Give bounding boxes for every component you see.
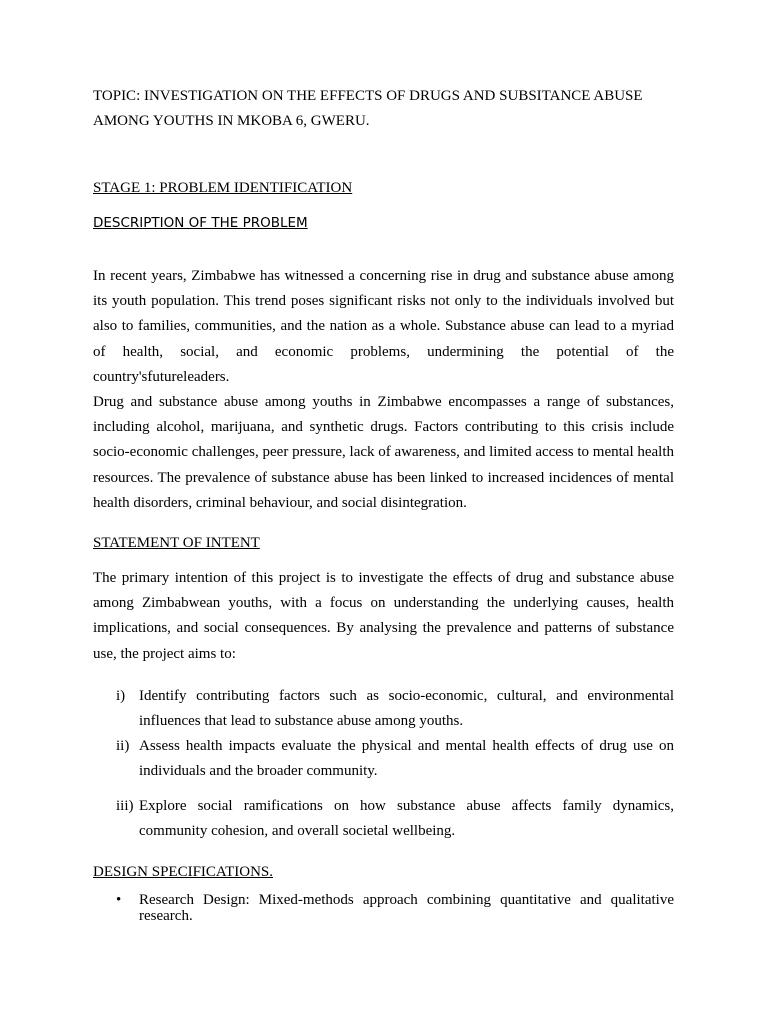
list-item-number: iii)	[116, 798, 134, 814]
problem-paragraph-2: Drug and substance abuse among youths in Zimbabwe encompasses a range of substances, including alcohol, marijuana, and synthetic drugs. Factors contributing to this crisis include socio-economic challenges, peer pressure, lack of awareness, and limited access to mental health resources. The prevalence of substance abuse has been linked to increased incidences of mental health disorders, criminal behaviour, and social disintegration.	[93, 394, 675, 511]
description-heading: DESCRIPTION OF THE PROBLEM	[93, 215, 308, 231]
list-item-number: ii)	[116, 738, 130, 754]
bullet-icon: •	[116, 892, 122, 908]
list-item-text: Explore social ramifications on how substance abuse affects family dynamics, community cohesion, and overall societal wellbeing.	[139, 798, 674, 840]
list-item-text: Identify contributing factors such as socio-economic, cultural, and environmental influences that lead to substance abuse among youths.	[139, 688, 674, 730]
list-item-number: i)	[116, 688, 126, 704]
intent-heading: STATEMENT OF INTENT	[93, 535, 260, 551]
intent-paragraph: The primary intention of this project is to investigate the effects of drug and substance abuse among Zimbabwean youths, with a focus on understanding the underlying causes, health implications, and social consequences. By analysing the prevalence and patterns of substance use, the project aims to:	[93, 570, 674, 662]
list-item-text: Assess health impacts evaluate the physical and mental health effects of drug use on individuals and the broader community.	[139, 738, 674, 780]
stage-heading: STAGE 1: PROBLEM IDENTIFICATION	[93, 180, 353, 196]
problem-paragraph-1: In recent years, Zimbabwe has witnessed a concerning rise in drug and substance abuse among its youth population. This trend poses significant risks not only to the individuals involved but also to families, communities, and the nation as a whole. Substance abuse can lead to a myriad of health, social, and economic problems, undermining the potential of the country'sfutureleaders.	[93, 268, 674, 385]
design-item-text: Research Design: Mixed-methods approach combining quantitative and qualitative research.	[139, 892, 674, 924]
design-heading: DESIGN SPECIFICATIONS.	[93, 864, 274, 880]
document-topic: TOPIC: INVESTIGATION ON THE EFFECTS OF DRUGS AND SUBSITANCE ABUSE AMONG YOUTHS IN MKOBA 6, GWERU.	[93, 88, 643, 129]
